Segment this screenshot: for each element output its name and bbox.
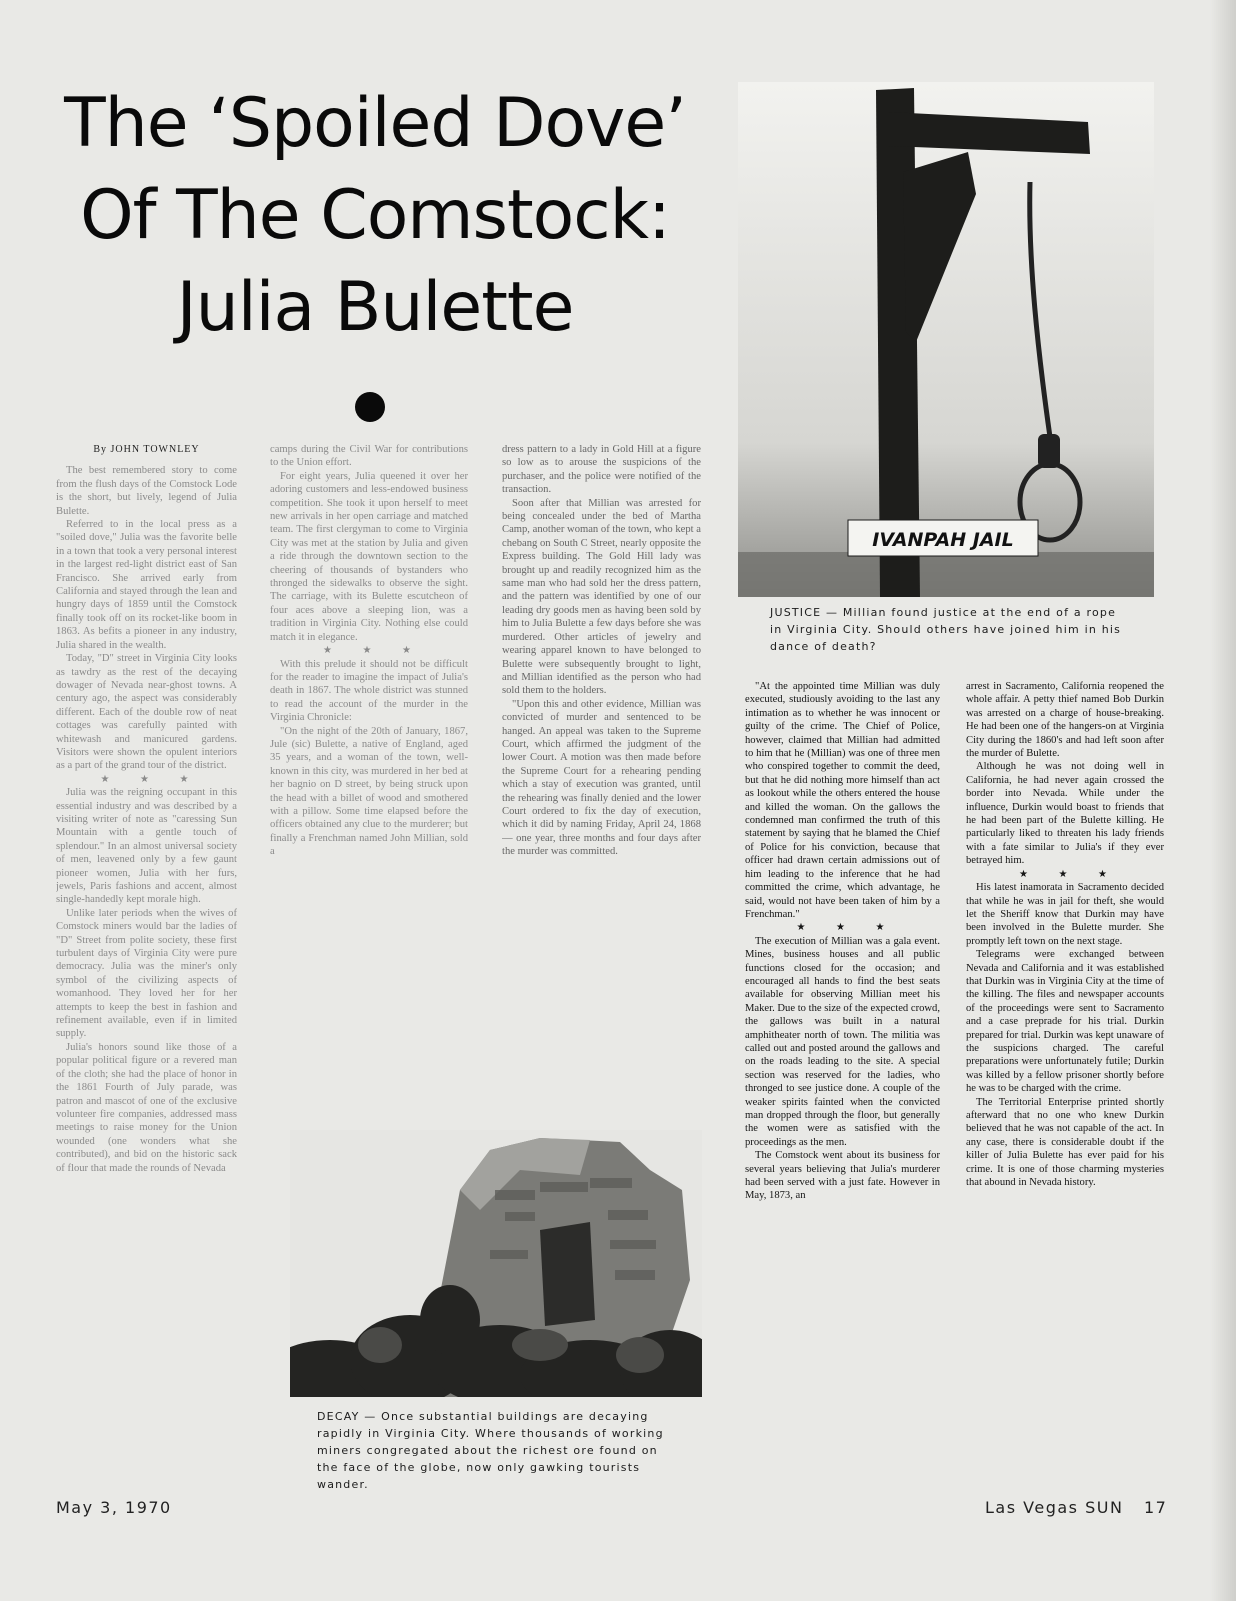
paragraph: arrest in Sacramento, California reopened the whole affair. A petty thief named Bob Durkin was arrested on a charge of house-breaking. He had been one of the hangers-on at Virginia City during the 1860's and had left soon after the murder of Bulette. (966, 681, 1164, 760)
footer-page-number: 17 (1144, 1498, 1168, 1517)
paragraph: Unlike later periods when the wives of Comstock miners would bar the ladies of "D" Street from polite society, these first turbulent days of Virginia City were pure democracy. Julia was the miner's only symbol of the civilizing aspects of womanhood. They loved her for her attempts to keep the best in fashion and refinement available, even if in limited supply. (56, 907, 237, 1040)
section-break-stars: ★ ★ ★ (323, 645, 425, 657)
paragraph: The best remembered story to come from the flush days of the Comstock Lode is the short, but lively, legend of Julia Bulette. (56, 465, 237, 517)
paragraph: Julia was the reigning occupant in this essential industry and was described by a visiting writer of note as "caressing Sun Mountain with a gentle touch of splendour." In an almost universal society of men, leavened only by a few gaunt pioneer women, Julia with her furs, jewels, Paris fashions and accent, almost single-handedly kept morale high. (56, 787, 237, 906)
paragraph: The execution of Millian was a gala event. Mines, business houses and all public functions closed for the occasion; and encouraged all hands to find the best seats available for observing Millian meet his Maker. Due to the size of the expected crowd, the gallows was built in a natural amphitheater north of town. The militia was called out and posted around the gallows and on the roads leading to the site. A special section was reserved for the ladies, who thronged to see justice done. A couple of the weaker spirits fainted when the convicted man dropped through the floor, but generally the women were as satisfied with the proceedings as the men. (745, 935, 940, 1148)
caption-decay: DECAY — Once substantial buildings are decaying rapidly in Virginia City. Where thousands of working miners congregated about the richest ore found on the face of the globe, now only gawking tourists wander. (317, 1410, 664, 1491)
byline: By JOHN TOWNLEY (93, 444, 200, 455)
paragraph: The Comstock went about its business for several years believing that Julia's murderer had been served with a just fate. However in May, 1873, an (745, 1150, 940, 1202)
paragraph: "Upon this and other evidence, Millian was convicted of murder and sentenced to be hanged. An appeal was taken to the Supreme Court, which affirmed the judgment of the lower Court. A motion was then made before the Supreme Court for a rehearing pending which a stay of execution was granted, until the rehearing was finally denied and the lower Court ordered to fix the day of execution, which it did by naming Friday, April 24, 1868 — one year, three months and four days after the murder was committed. (502, 698, 701, 858)
paragraph: Today, "D" street in Virginia City looks as tawdry as the rest of the decaying dowager of Nevada near-ghost towns. A century ago, the aspect was considerably different. Each of the double row of neat cottages was carefully painted with whitewash and manicured gardens. Visitors were shown the opulent interiors as a part of the grand tour of the district. (56, 653, 237, 772)
paragraph: "At the appointed time Millian was duly executed, studiously avoiding to the last any intimation as to whether he was innocent or guilty of the crime. The Chief of Police, however, claimed that Millian had admitted to him that he (Millian) was one of three men who conspired together to commit the deed, but that he did nothing more himself than act as lookout while the others entered the house and killed the woman. On the gallows the condemned man confirmed the truth of this statement by saying that he blamed the Chief of Police for his conviction, because that officer had drawn certain admissions out of him leading to the inference that he had committed the crime, which advantage, he said, would not have been taken of him by a Frenchman." (745, 681, 940, 920)
photo-gallows (738, 82, 1154, 597)
caption-justice: JUSTICE — Millian found justice at the end of a rope in Virginia City. Should others have joined him in his dance of death? (770, 606, 1122, 653)
paragraph: Soon after that Millian was arrested for being concealed under the bed of Martha Camp, another woman of the town, who kept a chebang on South C Street, nearly opposite the Express building. The Gold Hill lady was brought up and readily recognized him as the same man who had sold her the dress pattern, and the pattern was identified by one of our leading dry goods men as having been sold by him to Julia Bulette a few days before she was murdered. Other articles of jewelry and wearing apparel known to have belonged to Bulette were subsequently brought to light, and Millian identified as the person who had sold them to the holders. (502, 497, 701, 697)
headline (30, 78, 720, 354)
article-column-4 (745, 680, 940, 1492)
paragraph: Julia's honors sound like those of a popular political figure or a revered man of the cloth; she had the place of honor in the 1861 Fourth of July parade, was patron and mascot of one of the exclusive volunteer fire companies, addressed mass meetings to raise money for the Union wounded (one wonders what she contributed), and bid on the historic sack of flour that made the rounds of Nevada (56, 1041, 237, 1174)
paragraph: His latest inamorata in Sacramento decided that while he was in jail for theft, she would let the Sheriff know that Durkin may have been involved in the Bulette murder. She promptly left town on the next stage. (966, 882, 1164, 947)
article-column-2 (270, 443, 468, 1103)
footer-publication-name: Las Vegas SUN (985, 1498, 1124, 1517)
footer-publication (985, 1498, 1167, 1517)
headline-line-1: The ‘Spoiled Dove’ (64, 84, 686, 163)
ivanpah-jail-sign (848, 520, 1038, 556)
headline-line-3: Julia Bulette (176, 268, 574, 347)
paragraph: "On the night of the 20th of January, 1867, Jule (sic) Bulette, a native of England, aged 35 years, and a woman of the town, well-known in this city, was murdered in her bed at her bagnio on D street, by being struck upon the head with a billet of wood and smothered with a pillow. Some time elapsed before the officers obtained any clue to the murderer; but finally a Frenchman named John Millian, sold a (270, 725, 468, 858)
paragraph: The Territorial Enterprise printed shortly afterward that no one who knew Durkin believed that he was not capable of the act. In any case, there is considerable doubt if the killer of Julia Bulette has ever paid for his crime. It is one of those charming mysteries that abound in Nevada history. (966, 1096, 1164, 1189)
headline-bullet (355, 392, 385, 422)
gallows-illustration (738, 82, 1154, 597)
paragraph: Referred to in the local press as a "soiled dove," Julia was the favorite belle in a town that took a very personal interest in the largest red-light district east of San Francisco. She arrived early from California and stayed through the lean and hungry days of 1859 until the Comstock finally took off on its rocket-like boom in 1863. As befits a pioneer in any industry, Julia shared in the wealth. (56, 519, 237, 651)
footer-date: May 3, 1970 (56, 1498, 172, 1517)
article-column-1 (56, 443, 237, 1491)
paragraph: With this prelude it should not be difficult for the reader to imagine the impact of Julia's death in 1867. The whole district was stunned to read the account of the murder in the Virginia Chronicle: (270, 658, 468, 724)
ivanpah-jail-sign-text: IVANPAH JAIL (872, 529, 1014, 551)
article-column-5 (966, 680, 1164, 1492)
page-edge-shadow (1210, 0, 1236, 1601)
article-column-3 (502, 443, 701, 1103)
paragraph: camps during the Civil War for contributions to the Union effort. (270, 444, 468, 469)
paragraph: Although he was not doing well in California, he had never again crossed the border into Nevada. While under the influence, Durkin would boast to friends that he had been part of the Bulette killing. He particularly liked to threaten his lady friends with a fate similar to Julia's if they ever betrayed him. (966, 761, 1164, 867)
paragraph: Telegrams were exchanged between Nevada and California and it was established that Durkin was in Virginia City at the time of the killing. The files and newspaper accounts of the proceedings were sent to Sacramento and a case preprade for his trial. Durkin prepared for trial. Durkin was kept unaware of the suspicions charged. The careful preparations were unfortunately futile; Durkin was killed by a fellow prisoner shortly before he was to be charged with the crime. (966, 949, 1164, 1095)
section-break-stars: ★ ★ ★ (100, 773, 203, 785)
photo-ruins (290, 1130, 702, 1397)
section-break-stars: ★ ★ ★ (1019, 868, 1121, 880)
section-break-stars: ★ ★ ★ (796, 922, 899, 934)
ruins-illustration (290, 1130, 702, 1397)
paragraph: For eight years, Julia queened it over her adoring customers and less-endowed business competition. She took it upon herself to meet new arrivals in her open carriage and matched team. The first clergyman to come to Virginia City was met at the station by Julia and given a ride through the downtown section to the cheering of thousands of bystanders who thronged the sidewalks to observe the sight. The carriage, with its Bulette escutcheon of four aces above a sleeping lion, was a tradition in Virginia City. Nothing else could match it in elegance. (270, 470, 468, 643)
headline-line-2: Of The Comstock: (80, 176, 670, 255)
paragraph: dress pattern to a lady in Gold Hill at a figure so low as to arouse the suspicions of the purchaser, and the police were notified of the transaction. (502, 444, 701, 496)
